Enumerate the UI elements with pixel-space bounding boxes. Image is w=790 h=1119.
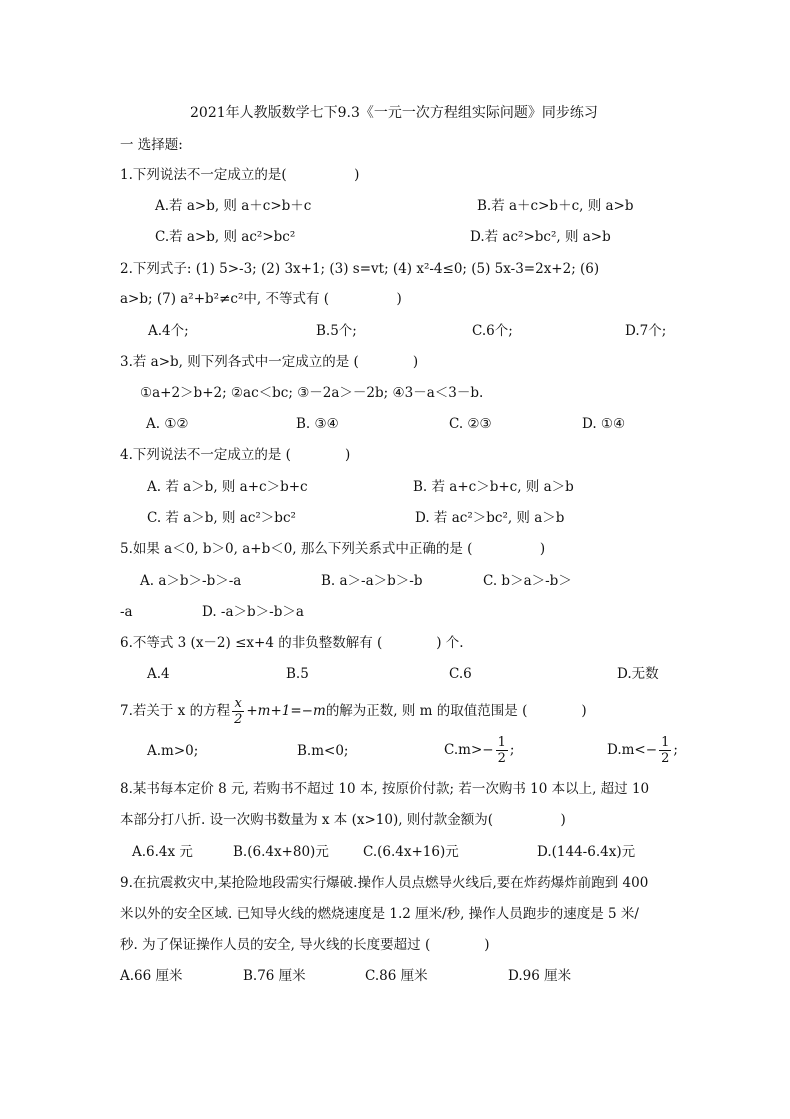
q5-option-a: A. a＞b＞-b＞-a [140,573,242,589]
q7-option-d-semicolon: ; [673,742,678,758]
q5-option-d: D. -a＞b＞-b＞a [202,604,304,620]
q1-option-d: D.若 ac²>bc², 则 a>b [470,229,611,245]
q9-stem-line1: 9.在抗震救灾中,某抢险地段需实行爆破.操作人员点燃导火线后,要在炸药爆炸前跑到 400 [120,875,649,891]
document-title: 2021年人教版数学七下9.3《一元一次方程组实际问题》同步练习 [190,105,598,121]
q7-stem-suffix: 的解为正数, 则 m 的取值范围是 ( ) [325,703,587,719]
q2-option-d: D.7个; [625,323,667,339]
section-heading: 一 选择题: [120,137,183,153]
q7-equation-rest: +m+1=−m [246,703,326,719]
q8-stem-line2: 本部分打八折. 设一次购书数量为 x 本 (x>10), 则付款金额为( ) [120,812,566,828]
q3-items: ①a+2＞b+2; ②ac＜bc; ③－2a＞－2b; ④3－a＜3－b. [140,385,484,401]
q7-option-d-denominator: 2 [661,751,670,766]
q6-option-c: C.6 [449,666,472,682]
q8-option-a: A.6.4x 元 [132,844,193,860]
q7-option-c-semicolon: ; [509,742,515,758]
q4-option-b: B. 若 a+c＞b+c, 则 a＞b [413,479,574,495]
q2-stem-line2: a>b; (7) a²+b²≠c²中, 不等式有 ( ) [120,291,402,307]
q1-option-b: B.若 a＋c>b＋c, 则 a>b [477,198,634,214]
q6-option-a: A.4 [147,666,170,682]
q5-option-c-continued: -a [120,604,133,620]
q9-stem-line2: 米以外的安全区域. 已知导火线的燃烧速度是 1.2 厘米/秒, 操作人员跑步的速度是 5 米/ [120,906,639,922]
q8-stem-line1: 8.某书每本定价 8 元, 若购书不超过 10 本, 按原价付款; 若一次购书 10 本以上, 超过 10 [120,781,650,797]
q7-option-c-fraction [496,735,508,766]
q7-option-c-denominator: 2 [497,751,506,766]
q7-option-c-numerator: 1 [497,735,506,750]
q1-option-c: C.若 a>b, 则 ac²>bc² [155,229,296,245]
q7-option-a: A.m>0; [147,743,199,759]
q9-option-d: D.96 厘米 [508,968,572,984]
q9-stem-line3: 秒. 为了保证操作人员的安全, 导火线的长度要超过 ( ) [120,937,490,953]
q9-option-c: C.86 厘米 [365,968,428,984]
q7-stem-prefix: 7.若关于 x 的方程 [120,703,231,719]
q5-stem: 5.如果 a＜0, b＞0, a+b＜0, 那么下列关系式中正确的是 ( ) [120,541,546,557]
q2-option-c: C.6个; [472,323,513,339]
q7-fraction-numerator: x [232,696,244,712]
q1-option-a: A.若 a>b, 则 a＋c>b＋c [155,198,312,214]
q2-stem-line1: 2.下列式子: (1) 5>-3; (2) 3x+1; (3) s=vt; (4) x²-4≤0; (5) 5x-3=2x+2; (6) [120,261,600,277]
q7-option-b: B.m<0; [297,743,349,759]
q8-option-d: D.(144-6.4x)元 [537,844,636,860]
q1-stem: 1.下列说法不一定成立的是( ) [120,167,360,183]
q7-option-c-prefix: C.m>− [444,742,494,758]
q8-option-c: C.(6.4x+16)元 [363,844,459,860]
q3-option-d: D. ①④ [582,416,626,432]
q5-option-c: C. b＞a＞-b＞ [483,573,572,589]
q4-option-d: D. 若 ac²＞bc², 则 a＞b [415,510,565,526]
q7-option-c [444,733,514,767]
q3-option-a: A. ①② [146,416,189,432]
q2-option-b: B.5个; [316,323,357,339]
q3-stem: 3.若 a>b, 则下列各式中一定成立的是 ( ) [120,354,419,370]
q6-stem: 6.不等式 3 (x－2) ≤x+4 的非负整数解有 ( ) 个. [120,635,464,651]
q5-option-b: B. a＞-a＞b＞-b [321,573,423,589]
q7-option-d-fraction [659,735,671,766]
q7-stem [120,694,587,728]
q9-option-a: A.66 厘米 [120,968,183,984]
q3-option-b: B. ③④ [296,416,339,432]
q4-option-c: C. 若 a＞b, 则 ac²＞bc² [147,510,296,526]
q7-option-d [607,733,678,767]
q4-option-a: A. 若 a＞b, 则 a+c＞b+c [147,479,308,495]
q6-option-b: B.5 [286,666,309,682]
q6-option-d: D.无数 [617,666,659,682]
q7-fraction-x-over-2 [232,696,244,727]
q4-stem: 4.下列说法不一定成立的是 ( ) [120,447,351,463]
q7-option-d-numerator: 1 [661,735,670,750]
q7-option-d-prefix: D.m<− [607,742,658,758]
q3-option-c: C. ②③ [449,416,492,432]
q8-option-b: B.(6.4x+80)元 [233,844,329,860]
q9-option-b: B.76 厘米 [243,968,306,984]
q7-fraction-denominator: 2 [234,712,243,727]
q2-option-a: A.4个; [148,323,189,339]
